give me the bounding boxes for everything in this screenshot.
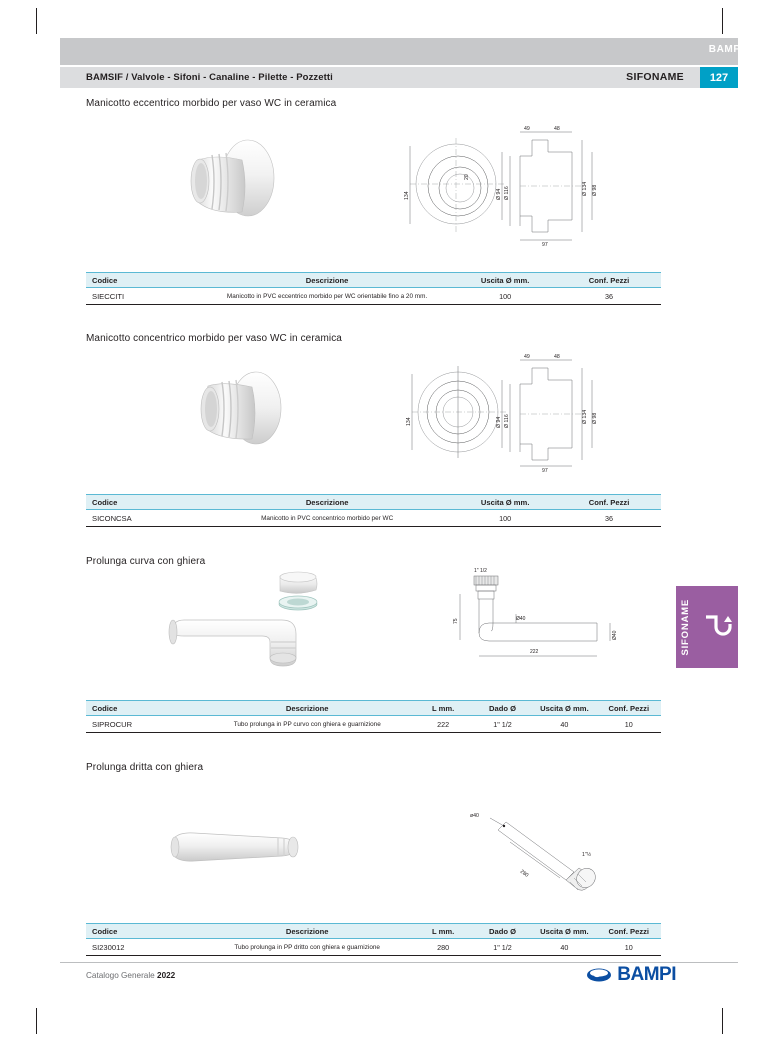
table-row [86, 716, 661, 733]
svg-text:134: 134 [404, 191, 410, 200]
technical-drawing-2 [396, 352, 626, 474]
svg-text:Ø 94: Ø 94 [496, 416, 502, 428]
table-header-row [86, 273, 661, 288]
svg-text:1"½: 1"½ [582, 852, 592, 858]
th-dado: Dado Ø [473, 924, 532, 939]
svg-text:222: 222 [530, 649, 539, 655]
table-header-row [86, 495, 661, 510]
section-name: SIFONAME [626, 71, 684, 83]
cell-length: 222 [413, 716, 472, 733]
cell-nut: 1" 1/2 [473, 939, 532, 956]
th-conf: Conf. Pezzi [557, 273, 661, 288]
th-uscita: Uscita Ø mm. [532, 924, 596, 939]
th-conf: Conf. Pezzi [597, 701, 661, 716]
svg-text:Ø 116: Ø 116 [504, 186, 510, 200]
svg-text:Ø 98: Ø 98 [592, 412, 598, 424]
product-photo-1 [178, 130, 298, 235]
svg-text:49: 49 [524, 126, 530, 132]
cell-outlet: 100 [453, 510, 557, 527]
th-conf: Conf. Pezzi [597, 924, 661, 939]
cell-outlet: 40 [532, 716, 596, 733]
svg-text:Ø 94: Ø 94 [496, 188, 502, 200]
th-uscita: Uscita Ø mm. [453, 273, 557, 288]
product-photo-4 [160, 818, 340, 878]
th-descrizione: Descrizione [201, 273, 453, 288]
th-lunghezza: L mm. [413, 701, 472, 716]
svg-text:49: 49 [524, 354, 530, 360]
side-tab-sifoname [676, 586, 738, 668]
cell-outlet: 40 [532, 939, 596, 956]
product-title-3: Prolunga curva con ghiera [86, 556, 206, 567]
svg-text:48: 48 [554, 354, 560, 360]
table-row [86, 288, 661, 305]
svg-text:Ø 134: Ø 134 [582, 409, 588, 424]
technical-drawing-1 [396, 122, 626, 250]
svg-text:97: 97 [542, 242, 548, 248]
th-codice: Codice [86, 495, 201, 510]
svg-text:97: 97 [542, 468, 548, 474]
cell-code: SICONCSA [86, 510, 201, 527]
product-photo-3 [162, 570, 342, 668]
svg-text:Ø 116: Ø 116 [504, 414, 510, 428]
th-uscita: Uscita Ø mm. [453, 495, 557, 510]
th-conf: Conf. Pezzi [557, 495, 661, 510]
technical-drawing-4 [462, 806, 622, 898]
th-codice: Codice [86, 924, 201, 939]
cell-pack: 36 [557, 510, 661, 527]
product-table-1 [86, 272, 661, 305]
cell-length: 280 [413, 939, 472, 956]
table-row [86, 939, 661, 956]
product-title-2: Manicotto concentrico morbido per vaso WC in ceramica [86, 333, 342, 344]
cell-pack: 10 [597, 939, 661, 956]
th-descrizione: Descrizione [201, 701, 414, 716]
product-title-4: Prolunga dritta con ghiera [86, 762, 204, 773]
svg-text:Ø 98: Ø 98 [592, 184, 598, 196]
page-number: 127 [700, 67, 738, 88]
cell-code: SIPROCUR [86, 716, 201, 733]
th-dado: Dado Ø [473, 701, 532, 716]
table-header-row [86, 924, 661, 939]
svg-text:ø40: ø40 [470, 813, 479, 819]
svg-text:48: 48 [554, 126, 560, 132]
cell-code: SIECCITI [86, 288, 201, 305]
cell-description: Tubo prolunga in PP curvo con ghiera e guarnizione [201, 716, 414, 733]
svg-text:Ø40: Ø40 [612, 630, 618, 640]
svg-text:Ø 134: Ø 134 [582, 181, 588, 196]
table-row [86, 510, 661, 527]
th-descrizione: Descrizione [201, 924, 414, 939]
cell-pack: 10 [597, 716, 661, 733]
header-brand: BAMPI [708, 44, 744, 55]
footer-logo [586, 964, 676, 986]
cell-outlet: 100 [453, 288, 557, 305]
cell-pack: 36 [557, 288, 661, 305]
header-band [60, 38, 738, 65]
breadcrumb: BAMSIF / Valvole - Sifoni - Canaline - Pilette - Pozzetti [86, 72, 333, 83]
th-codice: Codice [86, 701, 201, 716]
svg-text:Ø40: Ø40 [516, 616, 526, 622]
svg-text:20: 20 [464, 174, 470, 180]
siphon-icon [702, 614, 732, 642]
cell-description: Tubo prolunga in PP dritto con ghiera e guarnizione [201, 939, 414, 956]
technical-drawing-3 [438, 564, 628, 668]
table-header-row [86, 701, 661, 716]
svg-text:134: 134 [406, 417, 412, 426]
svg-text:280: 280 [518, 868, 530, 879]
side-tab-label: SIFONAME [680, 598, 691, 656]
product-photo-2 [190, 362, 310, 462]
cell-code: SI230012 [86, 939, 201, 956]
cell-nut: 1" 1/2 [473, 716, 532, 733]
th-lunghezza: L mm. [413, 924, 472, 939]
svg-text:75: 75 [453, 618, 459, 624]
product-table-2 [86, 494, 661, 527]
product-table-3 [86, 700, 661, 733]
footer-catalog-year: 2022 [157, 971, 176, 980]
footer-catalog-text: Catalogo Generale [86, 971, 155, 980]
svg-text:1" 1/2: 1" 1/2 [474, 568, 487, 574]
cell-description: Manicotto in PVC concentrico morbido per WC [201, 510, 453, 527]
th-codice: Codice [86, 273, 201, 288]
footer-logo-text: BAMPI [617, 964, 676, 985]
footer-divider [60, 962, 738, 963]
th-uscita: Uscita Ø mm. [532, 701, 596, 716]
bampi-swoosh-icon [586, 966, 612, 984]
product-title-1: Manicotto eccentrico morbido per vaso WC in ceramica [86, 98, 337, 109]
footer-catalog-label [86, 971, 175, 980]
th-descrizione: Descrizione [201, 495, 453, 510]
product-table-4 [86, 923, 661, 956]
cell-description: Manicotto in PVC eccentrico morbido per WC orientabile fino a 20 mm. [201, 288, 453, 305]
